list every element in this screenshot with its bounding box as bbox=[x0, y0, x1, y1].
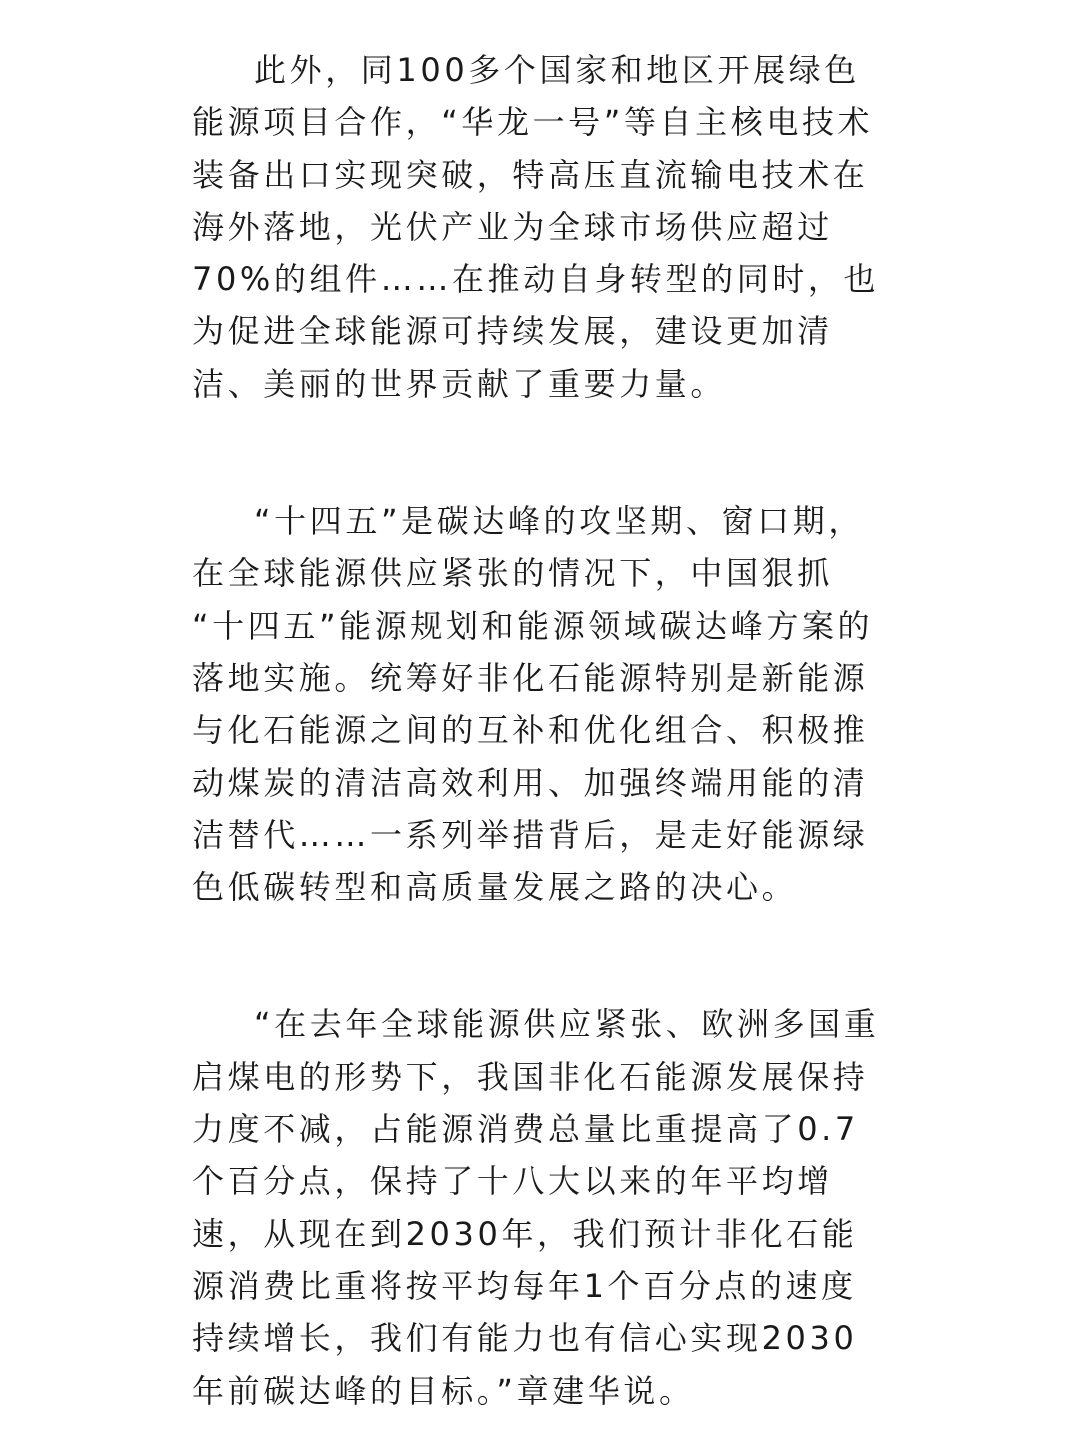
text-line: 为促进全球能源可持续发展，建设更加清 bbox=[192, 312, 833, 351]
text-line: “十四五”能源规划和能源领域碳达峰方案的 bbox=[192, 606, 874, 645]
text-line: 在全球能源供应紧张的情况下，中国狠抓 bbox=[192, 554, 833, 593]
text-line: 力度不减，占能源消费总量比重提高了0.7 bbox=[192, 1110, 859, 1149]
paragraph-2 bbox=[192, 495, 892, 913]
text-line: 与化石能源之间的互补和优化组合、积极推 bbox=[192, 711, 869, 750]
text-line: 落地实施。统筹好非化石能源特别是新能源 bbox=[192, 658, 869, 697]
text-line: 能源项目合作，“华龙一号”等自主核电技术 bbox=[192, 103, 874, 142]
paragraph-3 bbox=[192, 998, 892, 1416]
text-line: 海外落地，光伏产业为全球市场供应超过 bbox=[192, 207, 833, 246]
text-line: 此外，同100多个国家和地区开展绿色 bbox=[254, 51, 860, 89]
text-line: “十四五”是碳达峰的攻坚期、窗口期， bbox=[254, 502, 864, 541]
text-line: 个百分点，保持了十八大以来的年平均增 bbox=[192, 1162, 833, 1201]
text-line: 动煤炭的清洁高效利用、加强终端用能的清 bbox=[192, 763, 869, 802]
text-line: 年前碳达峰的目标。”章建华说。 bbox=[192, 1371, 695, 1410]
text-line: 色低碳转型和高质量发展之路的决心。 bbox=[192, 868, 798, 907]
text-line: 速，从现在到2030年，我们预计非化石能 bbox=[192, 1214, 858, 1253]
text-line: 启煤电的形势下，我国非化石能源发展保持 bbox=[192, 1057, 869, 1096]
text-line: 源消费比重将按平均每年1个百分点的速度 bbox=[192, 1266, 857, 1305]
text-line: 装备出口实现突破，特高压直流输电技术在 bbox=[192, 155, 869, 194]
article-body bbox=[192, 44, 892, 1417]
text-line: 洁替代……一系列举措背后，是走好能源绿 bbox=[192, 815, 869, 854]
text-line: 持续增长，我们有能力也有信心实现2030 bbox=[192, 1319, 858, 1358]
text-line: “在去年全球能源供应紧张、欧洲多国重 bbox=[254, 1005, 880, 1044]
text-line: 洁、美丽的世界贡献了重要力量。 bbox=[192, 364, 727, 403]
text-line: 70%的组件……在推动自身转型的同时，也 bbox=[192, 260, 880, 299]
paragraph-1 bbox=[192, 44, 892, 410]
